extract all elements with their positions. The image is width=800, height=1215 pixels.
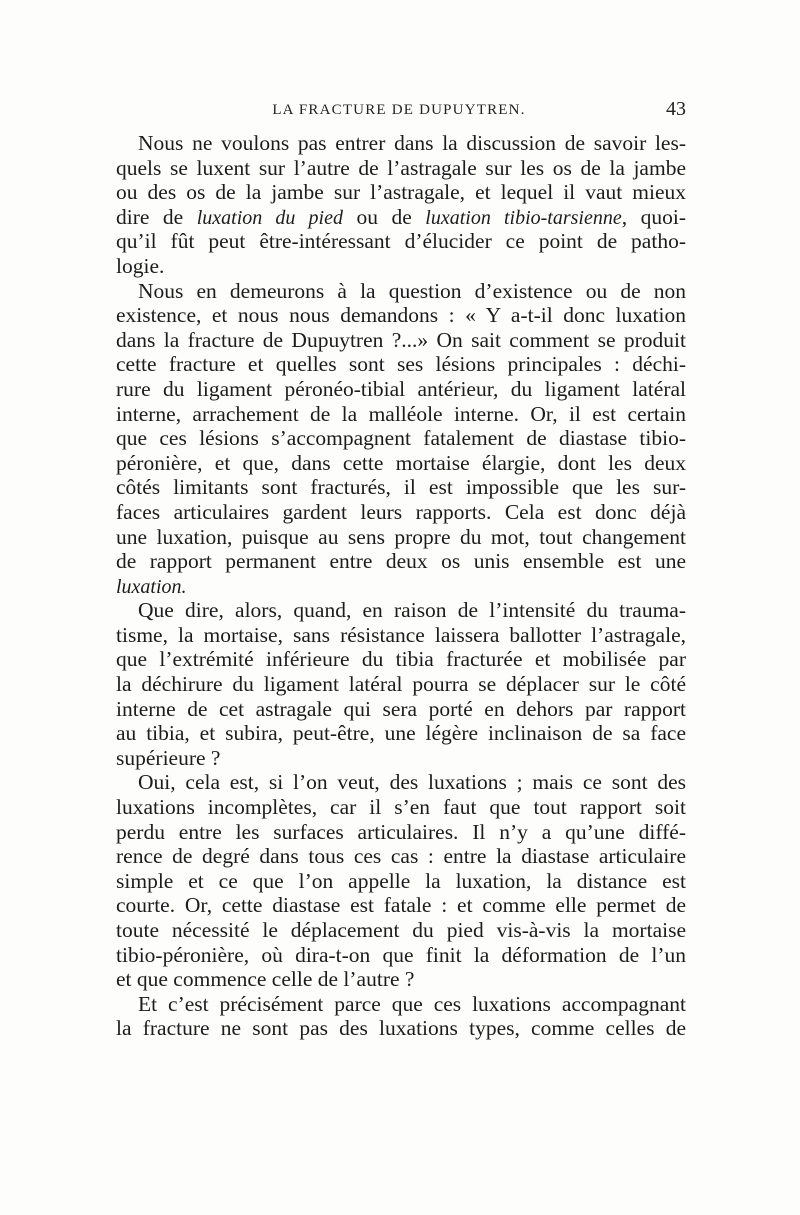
text-segment: rure du ligament péronéo-tibial antérieur, du ligament latéral (116, 376, 686, 401)
text-line (116, 697, 686, 722)
text-line (116, 328, 686, 353)
running-title: LA FRACTURE DE DUPUYTREN. (272, 102, 526, 118)
text-line (116, 254, 686, 279)
text-line (116, 598, 686, 623)
text-segment: que l’extrémité inférieure du tibia fracturée et mobilisée par (116, 647, 686, 672)
text-segment: interne, arrachement de la malléole interne. Or, il est certain (116, 401, 686, 426)
text-segment: péronière, et que, dans cette mortaise élargie, dont les deux (116, 450, 686, 475)
text-line (116, 131, 686, 156)
text-line (116, 770, 686, 795)
text-segment: qu’il fût peut être-intéressant d’élucider ce point de patho- (116, 229, 686, 254)
text-segment: logie. (116, 253, 165, 278)
running-head (112, 98, 686, 124)
text-line (116, 844, 686, 869)
text-segment: dans la fracture de Dupuytren ?...» On sait comment se produit (116, 327, 686, 352)
text-segment: interne de cet astragale qui sera porté en dehors par rapport (116, 696, 686, 721)
text-segment: au tibia, et subira, peut-être, une légère inclinaison de sa face (116, 721, 686, 746)
text-line (116, 303, 686, 328)
text-segment: luxations incomplètes, car il s’en faut que tout rapport soit (116, 795, 686, 820)
text-segment: rence de degré dans tous ces cas : entre la diastase articulaire (116, 844, 686, 869)
text-line (116, 623, 686, 648)
text-segment: simple et ce que l’on appelle la luxation, la distance est (116, 868, 686, 893)
italic-term: luxation tibio-tarsienne (425, 206, 622, 229)
text-segment: existence, et nous nous demandons : « Y a-t-il donc luxation (116, 303, 686, 328)
text-segment: la déchirure du ligament latéral pourra se déplacer sur le côté (116, 672, 686, 697)
text-line (116, 869, 686, 894)
text-line (116, 574, 686, 599)
text-segment: que ces lésions s’accompagnent fatalement de diastase tibio- (116, 426, 686, 451)
text-line (116, 229, 686, 254)
text-segment: de rapport permanent entre deux os unis ensemble est une (116, 549, 686, 574)
text-line (116, 992, 686, 1017)
page-number: 43 (666, 98, 686, 120)
text-line (116, 746, 686, 771)
text-segment: perdu entre les surfaces articulaires. Il n’y a qu’une diffé- (116, 819, 686, 844)
text-line (116, 967, 686, 992)
text-segment: toute nécessité le déplacement du pied vis-à-vis la mortaise (116, 918, 686, 942)
text-segment: Nous ne voulons pas entrer dans la discussion de savoir les- (138, 131, 686, 155)
text-line (116, 1016, 686, 1041)
text-line (116, 205, 686, 230)
italic-term: luxation du pied (196, 206, 343, 229)
text-segment: faces articulaires gardent leurs rapports. Cela est donc déjà (116, 499, 686, 524)
text-line (116, 475, 686, 500)
text-line (116, 525, 686, 550)
text-segment: Et c’est précisément parce que ces luxations accompagnant (138, 991, 686, 1016)
text-line (116, 156, 686, 181)
text-segment: Nous en demeurons à la question d’existence ou de non (138, 278, 686, 303)
text-line (116, 795, 686, 820)
text-segment: la fracture ne sont pas des luxations types, comme celles de (116, 1016, 686, 1041)
italic-term: luxation. (116, 575, 187, 598)
text-line (116, 672, 686, 697)
text-line (116, 426, 686, 451)
text-line (116, 549, 686, 574)
text-line (116, 721, 686, 746)
text-line (116, 918, 686, 943)
text-segment: dire de (116, 204, 197, 229)
text-line (116, 377, 686, 402)
text-line (116, 943, 686, 968)
text-line (116, 352, 686, 377)
text-segment: Que dire, alors, quand, en raison de l’intensité du trauma- (138, 598, 686, 623)
text-line (116, 820, 686, 845)
text-segment: Oui, cela est, si l’on veut, des luxations ; mais ce sont des (138, 770, 686, 795)
text-segment: quels se luxent sur l’autre de l’astragale sur les os de la jambe (116, 155, 686, 180)
text-segment: , quoi- (621, 204, 686, 229)
text-line (116, 647, 686, 672)
text-segment: courte. Or, cette diastase est fatale : et comme elle permet de (116, 893, 686, 918)
text-segment: supérieure ? (116, 745, 221, 770)
text-segment: ou de (342, 204, 426, 229)
text-segment: une luxation, puisque au sens propre du mot, tout changement (116, 524, 686, 549)
text-segment: tisme, la mortaise, sans résistance laissera ballotter l’astragale, (116, 622, 686, 647)
text-line (116, 451, 686, 476)
text-line (116, 402, 686, 427)
text-line (116, 500, 686, 525)
text-segment: et que commence celle de l’autre ? (116, 967, 415, 992)
body-text (116, 131, 686, 1041)
text-line (116, 180, 686, 205)
text-segment: côtés limitants sont fracturés, il est impossible que les sur- (116, 475, 686, 500)
text-segment: tibio-péronière, où dira-t-on que finit la déformation de l’un (116, 942, 686, 967)
text-segment: ou des os de la jambe sur l’astragale, et lequel il vaut mieux (116, 180, 686, 205)
text-segment: cette fracture et quelles sont ses lésions principales : déchi- (116, 352, 686, 377)
text-line (116, 893, 686, 918)
text-line (116, 279, 686, 304)
